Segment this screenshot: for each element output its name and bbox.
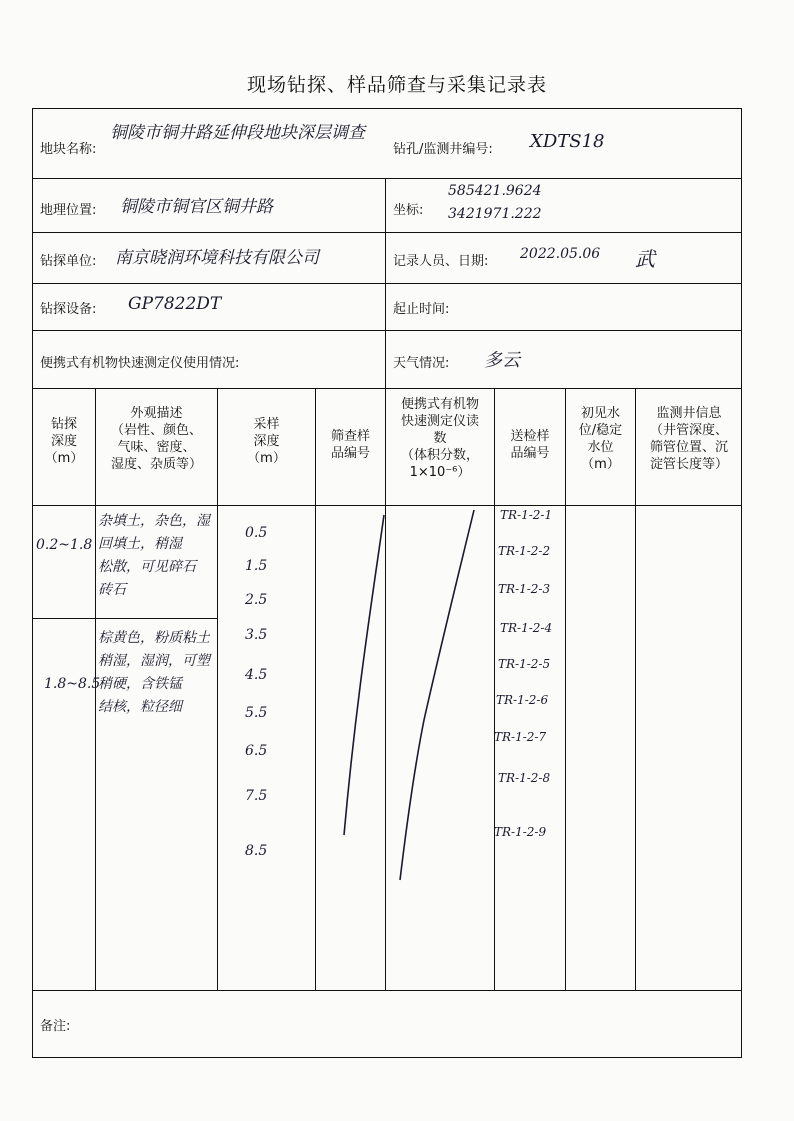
lab-sample-id[interactable]: TR-1-2-8: [498, 771, 551, 785]
header-line: 深度: [50, 434, 77, 449]
header-line: 品编号: [510, 446, 550, 461]
header-line: 气味、密度、: [117, 440, 196, 455]
header-line: 筛查样: [330, 429, 370, 444]
header-line: （体积分数，: [400, 448, 479, 463]
header-line: （m）: [581, 457, 620, 472]
header-line: 初见水: [580, 406, 620, 421]
header-line: 品编号: [330, 446, 370, 461]
plot-name-label: 地块名称:: [40, 142, 97, 157]
header-line: 钻探: [50, 417, 77, 432]
header-line: 监测井信息: [656, 406, 722, 421]
drilling-unit-label: 钻探单位:: [40, 254, 97, 269]
form-title: 现场钻探、样品筛查与采集记录表: [246, 74, 547, 96]
description-line: 松散，可见碎石: [98, 559, 196, 575]
layer-depth[interactable]: 1.8~8.5: [44, 676, 101, 692]
coordinate-y-value[interactable]: 3421971.222: [448, 206, 542, 222]
lab-sample-id[interactable]: TR-1-2-1: [500, 508, 553, 522]
lab-sample-id[interactable]: TR-1-2-2: [498, 544, 551, 558]
plot-name-value[interactable]: 铜陵市铜井路延伸段地块深层调查: [110, 123, 365, 143]
layer-depth[interactable]: 0.2~1.8: [36, 537, 93, 553]
header-line: 外观描述: [130, 406, 183, 421]
location-value[interactable]: 铜陵市铜官区铜井路: [120, 197, 273, 217]
header-line: 数: [433, 431, 447, 446]
header-line: （m）: [44, 451, 84, 466]
equipment-value[interactable]: GP7822DT: [128, 294, 222, 314]
coordinate-x-value[interactable]: 585421.9624: [448, 183, 542, 199]
header-line: 1×10⁻⁶）: [409, 465, 471, 480]
header-line: （井管深度、: [649, 423, 728, 438]
well-id-value[interactable]: XDTS18: [530, 131, 605, 152]
header-line: （岩性、颜色、: [110, 423, 202, 438]
weather-label: 天气情况:: [393, 356, 450, 371]
header-line: 筛管位置、沉: [649, 440, 728, 455]
drilling-unit-value[interactable]: 南京晓润环境科技有限公司: [115, 248, 319, 268]
well-id-label: 钻孔/监测井编号:: [393, 142, 493, 157]
start-end-time-label: 起止时间:: [393, 302, 450, 317]
header-line: 深度: [253, 434, 280, 449]
header-line: （m）: [247, 451, 286, 466]
description-line: 杂填土，杂色，湿: [98, 513, 210, 529]
header-line: 湿度、杂质等）: [110, 457, 202, 472]
header-line: 淀管长度等）: [649, 457, 728, 472]
sample-depth[interactable]: 6.5: [245, 743, 268, 759]
screening-slash-stroke: [344, 515, 384, 835]
sample-depth[interactable]: 1.5: [245, 558, 268, 574]
remarks-label: 备注:: [40, 1019, 71, 1034]
header-line: 水位: [587, 440, 614, 455]
sample-depth[interactable]: 2.5: [245, 592, 268, 608]
coordinate-label: 坐标:: [393, 203, 424, 218]
recorder-date-value[interactable]: 2022.05.06: [520, 246, 601, 262]
location-label: 地理位置:: [40, 203, 97, 218]
lab-sample-id[interactable]: TR-1-2-9: [494, 825, 547, 839]
recorder-name-value[interactable]: 武: [635, 247, 655, 271]
header-line: 采样: [253, 417, 280, 432]
sample-depth[interactable]: 4.5: [245, 667, 268, 683]
lab-sample-id[interactable]: TR-1-2-7: [494, 730, 547, 744]
lab-sample-id[interactable]: TR-1-2-4: [500, 621, 553, 635]
description-line: 结核，粒径细: [98, 699, 182, 715]
sample-depth[interactable]: 3.5: [245, 627, 268, 643]
description-line: 稍湿，湿润，可塑: [98, 653, 210, 669]
lab-sample-id[interactable]: TR-1-2-6: [496, 693, 549, 707]
header-line: 便携式有机物: [400, 397, 479, 412]
header-line: 快速测定仪读: [400, 414, 479, 429]
description-line: 稍硬，含铁锰: [98, 676, 182, 692]
description-line: 回填土，稍湿: [98, 536, 182, 552]
pid-usage-label: 便携式有机物快速测定仪使用情况:: [40, 356, 240, 371]
sample-depth[interactable]: 7.5: [245, 788, 268, 804]
description-line: 棕黄色，粉质粘土: [98, 630, 210, 646]
recorder-date-label: 记录人员、日期:: [393, 254, 489, 269]
description-line: 砖石: [98, 582, 126, 598]
lab-sample-id[interactable]: TR-1-2-5: [498, 657, 551, 671]
header-line: 位/稳定: [578, 423, 623, 438]
lab-sample-id[interactable]: TR-1-2-3: [498, 582, 551, 596]
pid-slash-stroke: [400, 510, 474, 880]
equipment-label: 钻探设备:: [40, 302, 97, 317]
sample-depth[interactable]: 0.5: [245, 525, 268, 541]
header-line: 送检样: [510, 429, 550, 444]
sample-depth[interactable]: 5.5: [245, 705, 268, 721]
weather-value[interactable]: 多云: [484, 350, 520, 371]
sample-depth[interactable]: 8.5: [245, 843, 268, 859]
